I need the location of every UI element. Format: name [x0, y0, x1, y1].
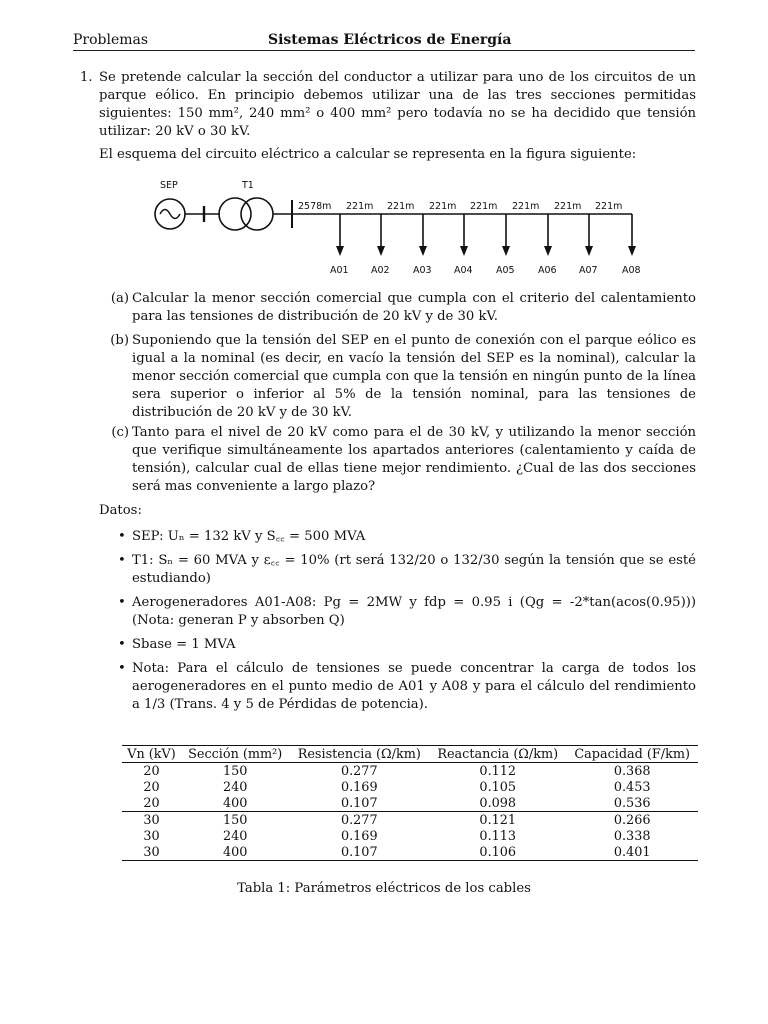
table-header-cell: Capacidad (F/km)	[574, 746, 690, 762]
arrow-head-icon	[336, 246, 344, 256]
table-cell: 30	[122, 812, 181, 829]
circuit-diagram	[140, 172, 660, 282]
table-header-cell: Vn (kV)	[127, 746, 176, 762]
table-cell: 0.113	[479, 828, 517, 844]
bullet-text: SEP: Uₙ = 132 kV y S꜀꜀ = 500 MVA	[132, 529, 366, 544]
table-row	[122, 812, 698, 829]
table-cell: 0.169	[340, 779, 378, 795]
header-left: Problemas	[73, 32, 149, 48]
table-cell: 240	[222, 828, 248, 844]
arrow-head-icon	[460, 246, 468, 256]
load-label: A06	[538, 265, 557, 276]
arrow-head-icon	[377, 246, 385, 256]
list-item: • T1: Sₙ = 60 MVA y ε꜀꜀ = 10% (rt será 132/20 o 132/30 según la tensión que se esté estudiando)	[118, 553, 696, 586]
bullet-text: T1: Sₙ = 60 MVA y ε꜀꜀ = 10% (rt será 132/20 o 132/30 según la tensión que se esté estudiando)	[132, 553, 696, 586]
header-title: Sistemas Eléctricos de Energía	[268, 32, 512, 48]
segment-length-label: 221m	[554, 201, 582, 212]
segment-length-label: 221m	[595, 201, 623, 212]
table-caption: Tabla 1: Parámetros eléctricos de los cables	[237, 881, 531, 896]
table-cell: 0.338	[613, 828, 651, 844]
list-item: • SEP: Uₙ = 132 kV y S꜀꜀ = 500 MVA	[118, 529, 366, 544]
problem-number: 1.	[80, 70, 93, 85]
header-rule	[73, 50, 695, 51]
table-cell: 0.277	[289, 812, 429, 829]
question-label: (b)	[110, 333, 129, 348]
table-cell: 0.266	[566, 812, 698, 829]
arrow-head-icon	[628, 246, 636, 256]
question-text: Suponiendo que la tensión del SEP en el punto de conexión con el parque eólico es igual a la nominal (es decir, en vacío la tensión del SEP es la nominal), calcular la menor sección comercial que cumpla con que la tensión en ningún punto de la línea sera superior o inferior al 5% de la tensión nominal, para las tensiones de distribución de 20 kV y de 30 kV.	[132, 333, 696, 420]
table-cell: 150	[222, 763, 248, 779]
load-label: A03	[413, 265, 432, 276]
t1-label: T1	[242, 180, 254, 191]
table-cell: 400	[222, 795, 248, 811]
list-item: • Aerogeneradores A01-A08: Pg = 2MW y fdp = 0.95 i (Qg = -2*tan(acos(0.95))) (Nota: generan P y absorben Q)	[118, 595, 696, 628]
load-label: A01	[330, 265, 349, 276]
bullet-text: Aerogeneradores A01-A08: Pg = 2MW y fdp = 0.95 i (Qg = -2*tan(acos(0.95))) (Nota: generan P y absorben Q)	[132, 595, 696, 628]
load-label: A07	[579, 265, 598, 276]
question-label: (c)	[111, 425, 129, 440]
arrow-head-icon	[585, 246, 593, 256]
table-header-row	[122, 746, 698, 763]
load-label: A08	[622, 265, 641, 276]
sep-label: SEP	[160, 180, 178, 191]
table-cell: 0.107	[289, 844, 429, 861]
transformer-symbol	[219, 198, 273, 230]
bullet-text: Nota: Para el cálculo de tensiones se puede concentrar la carga de todos los aerogeneradores en el punto medio de A01 y A08 y para el cálculo del rendimiento a 1/3 (Trans. 4 y 5 de Pérdidas de potencia).	[132, 661, 696, 712]
table-cell: 0.536	[613, 795, 651, 811]
segment-length-label: 221m	[512, 201, 540, 212]
table-header-cell: Resistencia (Ω/km)	[297, 746, 421, 762]
question-text: Calcular la menor sección comercial que cumpla con el criterio del calentamiento para las tensiones de distribución de 20 kV y de 30 kV.	[132, 291, 696, 324]
table-cell: 0.105	[479, 779, 517, 795]
question-label: (a)	[110, 291, 129, 306]
list-item: • Sbase = 1 MVA	[118, 637, 236, 652]
table-cell: 0.107	[340, 795, 378, 811]
table-row	[122, 828, 698, 844]
table-cell: 0.169	[340, 828, 378, 844]
cable-parameters-table	[122, 745, 698, 861]
table-row	[122, 844, 698, 861]
table-cell: 20	[143, 795, 160, 811]
arrow-head-icon	[544, 246, 552, 256]
load-label: A02	[371, 265, 390, 276]
table-row	[122, 763, 698, 780]
table-header-cell: Sección (mm²)	[188, 746, 283, 762]
table-cell: 30	[122, 844, 181, 861]
question-text: Tanto para el nivel de 20 kV como para el de 30 kV, y utilizando la menor sección que verifique simultáneamente los apartados anteriores (calentamiento y caída de tensión), calcular cual de ellas tiene mejor rendimiento. ¿Cual de las dos secciones será mas conveniente a largo plazo?	[132, 425, 696, 494]
table-cell: 0.368	[613, 763, 651, 779]
table-cell: 150	[181, 812, 289, 829]
table-cell: 0.121	[429, 812, 566, 829]
table-cell: 20	[143, 779, 160, 795]
table-cell: 30	[143, 828, 160, 844]
segment-length-label: 2578m	[298, 201, 332, 212]
table-row	[122, 795, 698, 812]
table-cell: 0.098	[479, 795, 517, 811]
datos-title: Datos:	[99, 503, 142, 518]
datos-list	[118, 528, 696, 720]
segment-length-label: 221m	[387, 201, 415, 212]
problem-intro: Se pretende calcular la sección del conductor a utilizar para uno de los circuitos de un parque eólico. En principio debemos utilizar una de las tres secciones permitidas siguientes: 150 mm², 240 mm² o 400 mm² pero todavía no se ha decidido que tensión utilizar: 20 kV o 30 kV.	[99, 70, 696, 139]
list-item: • Nota: Para el cálculo de tensiones se puede concentrar la carga de todos los aerogeneradores en el punto medio de A01 y A08 y para el cálculo del rendimiento a 1/3 (Trans. 4 y 5 de Pérdidas de potencia).	[118, 661, 696, 712]
table-cell: 0.106	[429, 844, 566, 861]
table-cell: 0.453	[613, 779, 651, 795]
table-cell: 240	[222, 779, 248, 795]
table-cell: 0.112	[479, 763, 517, 779]
arrow-head-icon	[502, 246, 510, 256]
load-label: A05	[496, 265, 515, 276]
table-cell: 0.277	[340, 763, 378, 779]
segment-length-label: 221m	[346, 201, 374, 212]
table-cell: 400	[181, 844, 289, 861]
segment-length-label: 221m	[470, 201, 498, 212]
segment-length-label: 221m	[429, 201, 457, 212]
load-label: A04	[454, 265, 473, 276]
table-row	[122, 779, 698, 795]
table-cell: 0.401	[566, 844, 698, 861]
table-cell: 20	[143, 763, 160, 779]
generator-symbol	[155, 199, 185, 229]
bullet-text: Sbase = 1 MVA	[132, 637, 236, 652]
diagram-intro: El esquema del circuito eléctrico a calcular se representa en la figura siguiente:	[99, 147, 637, 162]
table-header-cell: Reactancia (Ω/km)	[437, 746, 559, 762]
arrow-head-icon	[419, 246, 427, 256]
